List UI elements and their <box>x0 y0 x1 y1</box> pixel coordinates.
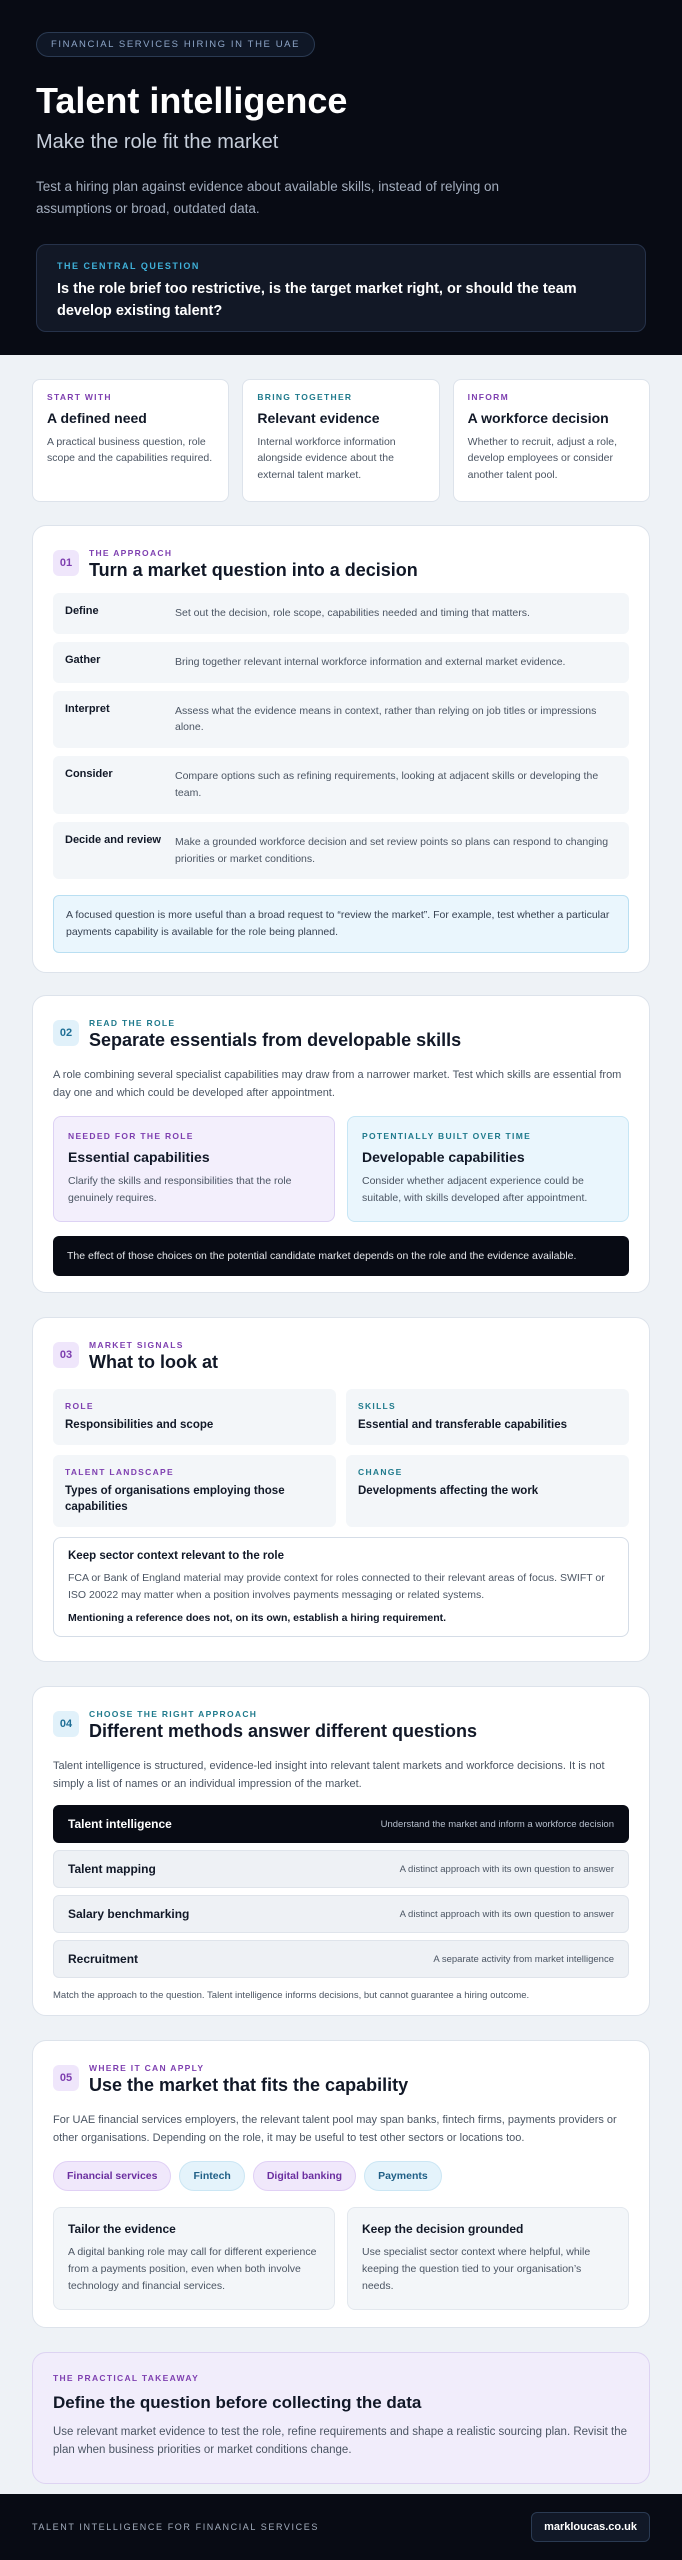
section-title: Different methods answer different questions <box>89 1721 478 1741</box>
step-row <box>53 691 629 749</box>
method-name: Recruitment <box>68 1952 139 1967</box>
takeaway-title: Define the question before collecting the data <box>53 2393 422 2412</box>
signal-title: Developments affecting the work <box>358 1485 539 1498</box>
signal-label: SKILLS <box>358 1401 397 1411</box>
step-desc: Assess what the evidence means in context, rather than relying on job titles or impressions alone. <box>175 704 597 734</box>
method-name: Talent intelligence <box>68 1817 172 1832</box>
step-row <box>53 822 629 880</box>
section-header <box>53 1018 629 1051</box>
sector-chips <box>53 2161 629 2191</box>
section-title: Separate essentials from developable skills <box>89 1030 462 1050</box>
summary-card-desc: Whether to recruit, adjust a role, develop employees or consider another talent pool. <box>467 436 618 481</box>
apply-section <box>32 2040 650 2328</box>
developable-capabilities-box <box>347 1116 629 1222</box>
section-number: 04 <box>53 1711 79 1737</box>
method-desc: A separate activity from market intelligence <box>433 1953 614 1965</box>
grounded-decision-box <box>347 2207 629 2309</box>
methods-intro: Talent intelligence is structured, evidence-led insight into relevant talent markets and workforce decisions. It is not simply a list of names or an individual impression of the market. <box>53 1760 605 1790</box>
signal-title: Responsibilities and scope <box>65 1419 214 1431</box>
footer <box>0 2494 682 2560</box>
summary-card <box>453 379 650 502</box>
chip-digital-banking[interactable]: Digital banking <box>253 2161 356 2191</box>
page-title: Talent intelligence <box>36 80 348 121</box>
box-title: Developable capabilities <box>362 1149 525 1166</box>
box-label: NEEDED FOR THE ROLE <box>68 1131 194 1142</box>
signal-card <box>346 1455 629 1527</box>
section-header <box>53 1340 629 1373</box>
section-header <box>53 1709 629 1742</box>
summary-card-title: A workforce decision <box>467 410 609 426</box>
section-title: Turn a market question into a decision <box>89 560 418 580</box>
role-section <box>32 995 650 1293</box>
method-row-talent-mapping[interactable] <box>53 1850 629 1888</box>
step-name: Gather <box>65 653 101 666</box>
signal-title: Types of organisations employing those capabilities <box>65 1485 285 1514</box>
takeaway-label: THE PRACTICAL TAKEAWAY <box>53 2373 200 2383</box>
signals-section <box>32 1317 650 1662</box>
step-desc: Set out the decision, role scope, capabilities needed and timing that matters. <box>175 607 530 619</box>
box-desc: Use specialist sector context where helpful, while keeping the question tied to your organisation’s needs. <box>362 2246 591 2292</box>
method-desc: A distinct approach with its own question to answer <box>399 1863 614 1875</box>
summary-card-desc: Internal workforce information alongside evidence about the external talent market. <box>257 436 396 481</box>
footer-site-link[interactable]: markloucas.co.uk <box>531 2512 650 2542</box>
section-header <box>53 2063 629 2096</box>
method-desc: A distinct approach with its own question to answer <box>399 1908 614 1920</box>
box-desc: Clarify the skills and responsibilities that the role genuinely requires. <box>68 1175 292 1204</box>
hero-kicker: FINANCIAL SERVICES HIRING IN THE UAE <box>36 32 315 57</box>
takeaway-desc: Use relevant market evidence to test the role, refine requirements and shape a realistic sourcing plan. Revisit the plan when business priorities or market conditions change. <box>53 2426 628 2457</box>
summary-card-desc: A practical business question, role scope and the capabilities required. <box>47 436 213 465</box>
approach-section <box>32 525 650 973</box>
step-name: Define <box>65 605 99 617</box>
central-question-label: THE CENTRAL QUESTION <box>57 261 200 272</box>
essential-capabilities-box <box>53 1116 335 1222</box>
summary-card-title: Relevant evidence <box>257 410 380 426</box>
section-number: 03 <box>53 1342 79 1368</box>
section-label: MARKET SIGNALS <box>89 1340 184 1350</box>
box-desc: A digital banking role may call for different experience from a payments position, even when both involve technology and financial services. <box>68 2246 317 2292</box>
chip-financial-services[interactable]: Financial services <box>53 2161 171 2191</box>
section-title: What to look at <box>89 1352 218 1372</box>
role-intro: A role combining several specialist capabilities may draw from a narrower market. Test which skills are essential from day one and which could be developed after appointment. <box>53 1069 622 1099</box>
summary-card-title: A defined need <box>47 410 147 426</box>
chip-payments[interactable]: Payments <box>364 2161 442 2191</box>
note-desc: FCA or Bank of England material may provide context for roles connected to their relevant areas of focus. SWIFT or ISO 20022 may matter when a position involves payments messaging or related systems. <box>68 1572 605 1602</box>
box-title: Essential capabilities <box>68 1149 210 1166</box>
sector-context-note <box>53 1537 629 1637</box>
box-label: POTENTIALLY BUILT OVER TIME <box>362 1131 532 1142</box>
section-title: Use the market that fits the capability <box>89 2075 409 2095</box>
summary-card-label: START WITH <box>47 392 112 402</box>
central-question-text: Is the role brief too restrictive, is the target market right, or should the team develop existing talent? <box>57 281 577 319</box>
step-row <box>53 593 629 634</box>
summary-card <box>32 379 229 502</box>
box-desc: Consider whether adjacent experience could be suitable, with skills developed after appointment. <box>362 1175 588 1204</box>
central-question-box <box>36 244 646 332</box>
section-number: 02 <box>53 1020 79 1046</box>
summary-card-label: BRING TOGETHER <box>257 392 353 402</box>
method-row-recruitment[interactable] <box>53 1940 629 1978</box>
signal-card <box>346 1389 629 1445</box>
section-header <box>53 548 629 581</box>
method-row-salary-benchmarking[interactable] <box>53 1895 629 1933</box>
summary-card-label: INFORM <box>467 392 509 402</box>
method-desc: Understand the market and inform a workforce decision <box>380 1818 614 1830</box>
section-label: WHERE IT CAN APPLY <box>89 2063 205 2073</box>
step-name: Interpret <box>65 702 110 715</box>
footer-tagline: TALENT INTELLIGENCE FOR FINANCIAL SERVICES <box>32 2522 319 2532</box>
takeaway-panel <box>32 2352 650 2484</box>
section-label: CHOOSE THE RIGHT APPROACH <box>89 1709 258 1719</box>
step-desc: Make a grounded workforce decision and set review points so plans can respond to changing priorities or market conditions. <box>175 835 609 865</box>
step-row <box>53 756 629 814</box>
method-name: Salary benchmarking <box>68 1907 190 1922</box>
tailor-evidence-box <box>53 2207 335 2309</box>
section-label: THE APPROACH <box>89 548 173 558</box>
step-name: Consider <box>65 768 113 781</box>
step-desc: Compare options such as refining requirements, looking at adjacent skills or developing the team. <box>175 770 599 799</box>
signal-card <box>53 1389 336 1445</box>
box-title: Tailor the evidence <box>68 2222 176 2237</box>
page-subtitle: Make the role fit the market <box>36 130 279 153</box>
section-number: 05 <box>53 2065 79 2091</box>
note-emphasis: Mentioning a reference does not, on its own, establish a hiring requirement. <box>68 1611 447 1624</box>
signal-title: Essential and transferable capabilities <box>358 1419 567 1431</box>
note-title: Keep sector context relevant to the role <box>68 1550 285 1563</box>
apply-intro: For UAE financial services employers, the relevant talent pool may span banks, fintech firms, payments providers or other organisations. Depending on the role, it may be useful to test other sectors or locations too. <box>53 2114 617 2144</box>
hero <box>0 0 682 355</box>
role-summary-bar: The effect of those choices on the potential candidate market depends on the role and the evidence available. <box>53 1236 629 1276</box>
summary-cards <box>0 355 682 502</box>
methods-section <box>32 1686 650 2016</box>
method-row-talent-intelligence[interactable] <box>53 1805 629 1843</box>
step-row <box>53 642 629 683</box>
method-name: Talent mapping <box>68 1862 156 1877</box>
signal-card <box>53 1455 336 1527</box>
signal-label: TALENT LANDSCAPE <box>65 1467 174 1478</box>
approach-callout: A focused question is more useful than a broad request to “review the market”. For example, test whether a particular payments capability is available for the role being planned. <box>53 895 629 953</box>
step-desc: Bring together relevant internal workforce information and external market evidence. <box>175 655 566 668</box>
hero-intro: Test a hiring plan against evidence about available skills, instead of relying on assumptions or broad, outdated data. <box>36 178 500 216</box>
chip-fintech[interactable]: Fintech <box>179 2161 244 2191</box>
signal-label: CHANGE <box>358 1467 403 1478</box>
summary-card <box>242 379 439 502</box>
step-name: Decide and review <box>65 833 161 846</box>
methods-footnote: Match the approach to the question. Talent intelligence informs decisions, but cannot guarantee a hiring outcome. <box>53 1990 530 2002</box>
section-label: READ THE ROLE <box>89 1018 176 1028</box>
signal-label: ROLE <box>65 1401 94 1411</box>
section-number: 01 <box>53 550 79 576</box>
box-title: Keep the decision grounded <box>362 2222 524 2237</box>
